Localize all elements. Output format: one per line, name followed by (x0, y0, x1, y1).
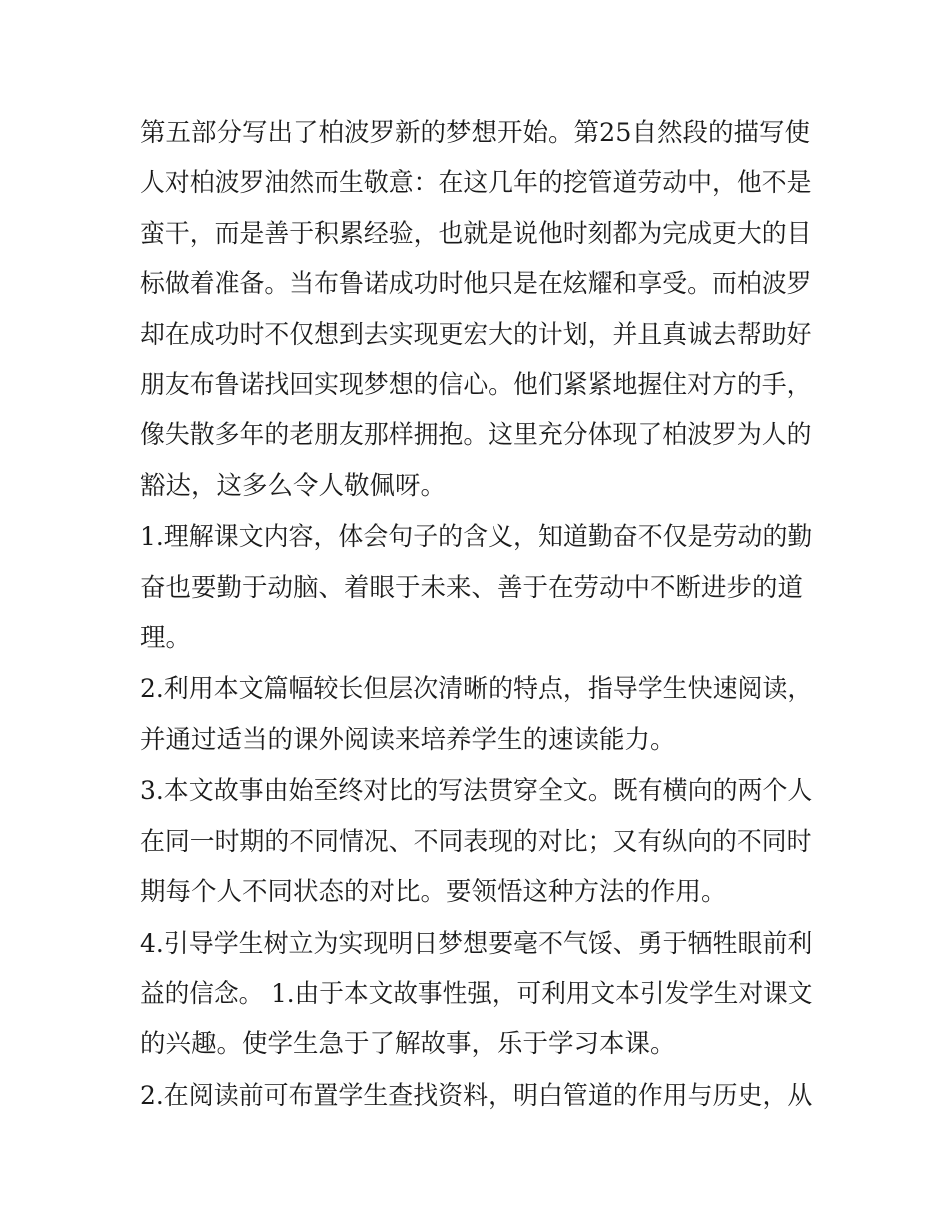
paragraph-goal-4 (140, 919, 812, 1070)
paragraph-suggest-2 (140, 1071, 812, 1121)
text-line: 2.在阅读前可布置学生查找资料，明白管道的作用与历史，从 (140, 1080, 813, 1111)
text-line: 期每个人不同状态的对比。要领悟这种方法的作用。 (140, 877, 727, 908)
text-line: 却在成功时不仅想到去实现更宏大的计划，并且真诚去帮助好 (140, 319, 812, 350)
text-line: 蛮干，而是善于积累经验，也就是说他时刻都为完成更大的目 (140, 218, 812, 249)
text-line: 4.引导学生树立为实现明日梦想要毫不气馁、勇于牺牲眼前利 (140, 928, 813, 959)
text-line: 第五部分写出了柏波罗新的梦想开始。第25自然段的描写使 (140, 118, 810, 148)
paragraph-part-five (140, 108, 812, 511)
paragraph-goal-1 (140, 512, 812, 663)
text-line: 3.本文故事由始至终对比的写法贯穿全文。既有横向的两个人 (140, 776, 813, 807)
text-line: 的兴趣。使学生急于了解故事，乐于学习本课。 (140, 1029, 676, 1060)
text-line: 豁达，这多么令人敬佩呀。 (140, 470, 447, 501)
document-body (140, 108, 812, 1121)
text-line: 人对柏波罗油然而生敬意：在这几年的挖管道劳动中，他不是 (140, 168, 812, 199)
text-line: 像失散多年的老朋友那样拥抱。这里充分体现了柏波罗为人的 (140, 420, 812, 451)
paragraph-goal-2 (140, 664, 812, 765)
text-line: 标做着准备。当布鲁诺成功时他只是在炫耀和享受。而柏波罗 (140, 269, 812, 300)
text-line: 在同一时期的不同情况、不同表现的对比；又有纵向的不同时 (140, 826, 812, 857)
paragraph-goal-3 (140, 766, 812, 917)
text-line: 1.理解课文内容，体会句子的含义，知道勤奋不仅是劳动的勤 (140, 522, 813, 553)
text-line: 益的信念。 1.由于本文故事性强，可利用文本引发学生对课文 (140, 978, 813, 1009)
text-line: 理。 (140, 623, 192, 654)
text-line: 朋友布鲁诺找回实现梦想的信心。他们紧紧地握住对方的手， (140, 370, 812, 401)
text-line: 奋也要勤于动脑、着眼于未来、善于在劳动中不断进步的道 (140, 572, 804, 603)
text-line: 2.利用本文篇幅较长但层次清晰的特点，指导学生快速阅读， (140, 674, 813, 705)
text-line: 并通过适当的课外阅读来培养学生的速读能力。 (140, 724, 676, 755)
